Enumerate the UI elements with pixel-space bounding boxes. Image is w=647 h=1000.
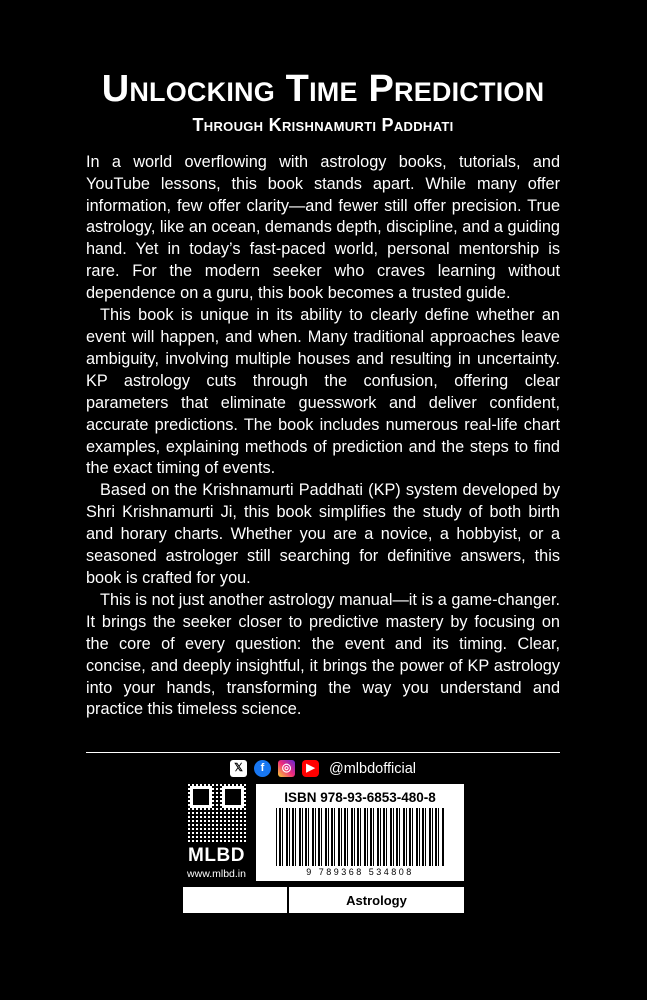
paragraph-4: This is not just another astrology manual—it is a game-changer. It brings the seeker closer to predictive mastery by focusing on the core of every question: the event and its timing. Clear, concise, and deeply insightful, it brings the power of KP astrology into your hands, transforming the way you understand and practice this timeless science. [86,590,560,719]
barcode-icon [276,808,444,866]
social-handles [86,760,560,777]
publisher-block [183,784,250,881]
instagram-icon: ◎ [278,760,295,777]
blurb-text [86,152,560,722]
qr-code-icon [188,784,246,842]
social-handle-label: @mlbdofficial [329,760,416,777]
isbn-block [256,784,464,881]
youtube-icon: ▶ [302,760,319,777]
publisher-website: www.mlbd.in [187,868,246,880]
paragraph-2: This book is unique in its ability to clearly define whether an event will happen, and when. Many traditional approaches leave ambiguity, involving multiple houses and resulting in uncertainty. KP astrology cuts through the confusion, offering clear parameters that eliminate guesswork and deliver confident, accurate predictions. The book includes numerous real-life chart examples, explaining methods of prediction and the steps to find the exact timing of events. [86,306,560,478]
horizontal-divider [86,752,560,753]
paragraph-3: Based on the Krishnamurti Paddhati (KP) system developed by Shri Krishnamurti Ji, this book simplifies the study of both birth and horary charts. Whether you are a novice, a hobbyist, or a seasoned astrologer still searching for definitive answers, this book is crafted for you. [86,481,560,587]
isbn-label: ISBN 978-93-6853-480-8 [284,790,436,805]
page-subtitle: Through Krishnamurti Paddhati [192,114,454,135]
category-bar [183,887,464,913]
x-icon: 𝕏 [230,760,247,777]
cover-footer [183,784,464,913]
category-left [183,887,289,913]
publisher-name: MLBD [188,845,245,866]
facebook-icon: f [254,760,271,777]
paragraph-1: In a world overflowing with astrology books, tutorials, and YouTube lessons, this book stands apart. While many offer information, few offer clarity—and fewer still offer precision. True astrology, like an ocean, demands depth, discipline, and a guiding hand. Yet in today’s fast-paced world, personal mentorship is rare. For the modern seeker who craves learning without dependence on a guru, this book becomes a trusted guide. [86,152,560,303]
page-title: Unlocking Time Prediction [101,68,545,110]
footer-row [183,784,464,881]
cover-content [86,70,560,721]
barcode-digits: 9 789368 534808 [306,867,414,877]
category-label: Astrology [346,892,407,908]
